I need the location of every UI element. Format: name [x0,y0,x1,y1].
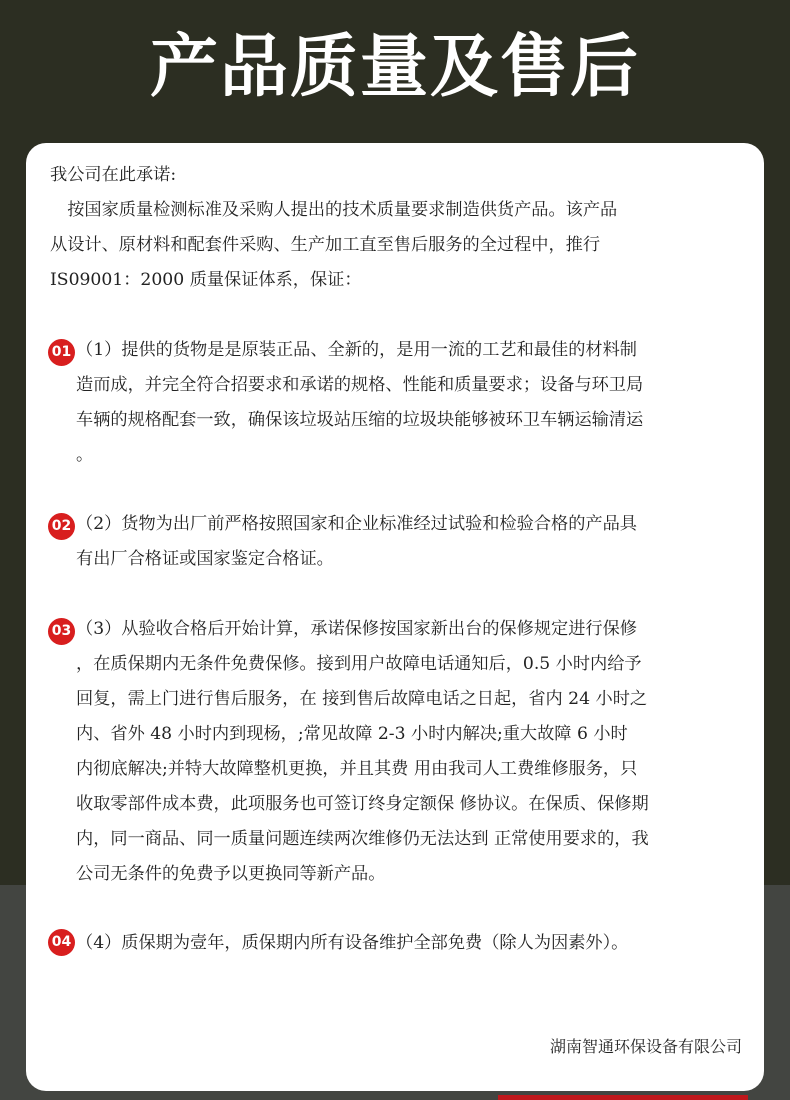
item-line: 内、省外 48 小时内到现杨，;常见故障 2-3 小时内解决;重大故障 6 小时 [76,724,628,744]
intro-heading [50,158,750,193]
item-number-badge: 01 [48,339,75,366]
item-line: 。 [76,445,94,465]
item-line: （1）提供的货物是是原装正品、全新的，是用一流的工艺和最佳的材料制 [76,340,637,360]
intro-paragraph [50,193,750,298]
intro-line: IS09001：2000 质量保证体系，保证： [50,270,362,290]
item-line: 造而成，并完全符合招要求和承诺的规格、性能和质量要求；设备与环卫局 [76,375,644,395]
item-line: 收取零部件成本费，此项服务也可签订终身定额保 修协议。在保质、保修期 [76,794,649,814]
item-line: 公司无条件的免费予以更换同等新产品。 [76,864,386,884]
item-line: 内彻底解决;并特大故障整机更换，并且其费 用由我司人工费维修服务，只 [76,759,638,779]
intro-line: 按国家质量检测标准及采购人提出的技术质量要求制造供货产品。该产品 [50,200,618,220]
intro-line: 从设计、原材料和配套件采购、生产加工直至售后服务的全过程中，推行 [50,235,601,255]
guarantee-item-3 [76,612,776,892]
item-number-badge: 03 [48,618,75,645]
item-line: 车辆的规格配套一致，确保该垃圾站压缩的垃圾块能够被环卫车辆运输清运 [76,410,644,430]
bottom-accent-bar [498,1095,748,1100]
item-line: 内，同一商品、同一质量问题连续两次维修仍无法达到 正常使用要求的，我 [76,829,649,849]
page-title: 产品质量及售后 [149,28,640,107]
item-line: （4）质保期为壹年，质保期内所有设备维护全部免费（除人为因素外）。 [76,933,629,953]
item-number-badge: 04 [48,929,75,956]
guarantee-item-1 [76,333,776,473]
company-name: 湖南智通环保设备有限公司 [549,1037,742,1056]
guarantee-item-2 [76,507,776,577]
item-number-badge: 02 [48,513,75,540]
intro-heading-text: 我公司在此承诺: [50,165,177,185]
item-line: 有出厂合格证或国家鉴定合格证。 [76,549,334,569]
item-line: ，在质保期内无条件免费保修。接到用户故障电话通知后，0.5 小时内给予 [76,654,642,674]
item-line: （2）货物为出厂前严格按照国家和企业标准经过试验和检验合格的产品具 [76,514,637,534]
guarantee-item-4 [76,926,776,961]
item-line: （3）从验收合格后开始计算，承诺保修按国家新出台的保修规定进行保修 [76,619,637,639]
item-line: 回复，需上门进行售后服务，在 接到售后故障电话之日起，省内 24 小时之 [76,689,648,709]
